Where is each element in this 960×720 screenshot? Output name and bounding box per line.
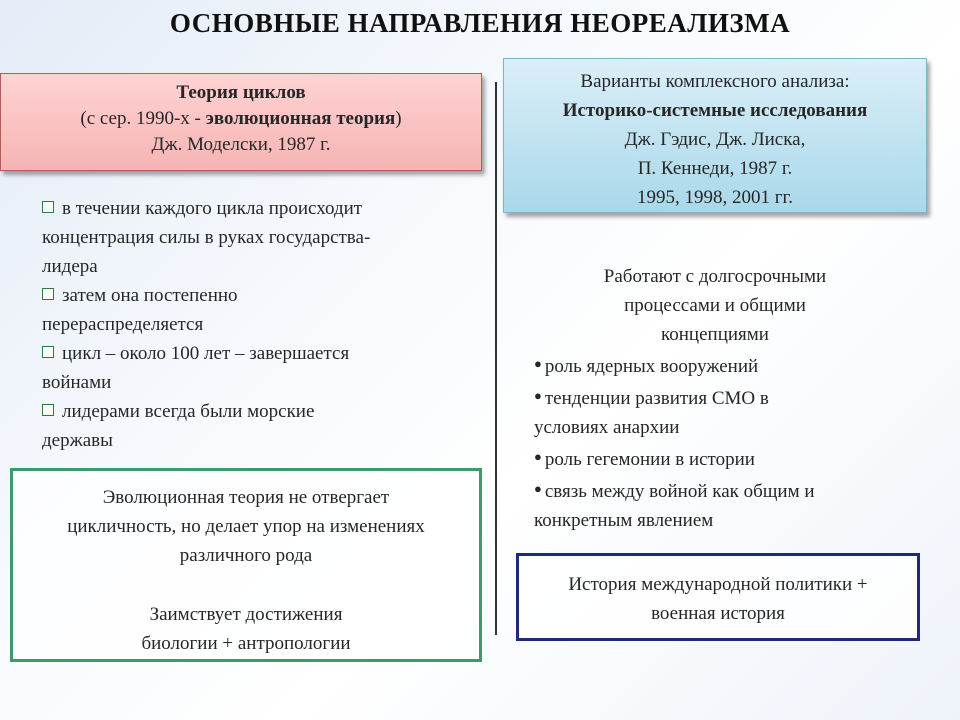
research-topics-list (534, 349, 914, 535)
bullet-dot-icon: ● (534, 356, 542, 371)
point-text: цикл – около 100 лет – завершается (62, 343, 350, 364)
box-line: История международной политики + (568, 574, 868, 595)
vertical-divider (495, 82, 497, 635)
list-item (534, 349, 914, 381)
box-line: Заимствует достижения (149, 604, 343, 625)
heading-line: Работают с долгосрочными (603, 266, 827, 287)
evolution-theory-label: эволюционная теория (205, 108, 396, 129)
box-line: различного рода (179, 545, 313, 566)
box-line: военная история (651, 603, 785, 624)
historical-systemic-label: Историко-системные исследования (562, 100, 868, 121)
cycle-theory-author: Дж. Моделски, 1987 г. (151, 134, 331, 155)
list-item-cont: лидера (42, 256, 98, 277)
long-term-processes-heading (540, 262, 890, 349)
list-item-cont: конкретным явлением (534, 510, 714, 531)
slide-title: ОСНОВНЫЕ НАПРАВЛЕНИЯ НЕОРЕАЛИЗМА (169, 8, 791, 38)
point-text: роль ядерных вооружений (544, 356, 759, 377)
list-item (42, 397, 482, 426)
list-item (42, 194, 482, 223)
point-text: в течении каждого цикла происходит (62, 198, 363, 219)
point-text: тенденции развития СМО в (544, 388, 769, 409)
cycle-theory-heading: Теория циклов (176, 82, 306, 103)
cycle-theory-period (1, 106, 481, 132)
checkbox-bullet-icon (42, 346, 54, 358)
spacer (13, 570, 479, 600)
list-item-cont: войнами (42, 372, 112, 393)
box-line: Эволюционная теория не отвергает (102, 487, 390, 508)
years-line: 1995, 1998, 2001 гг. (637, 187, 793, 208)
list-item (42, 339, 482, 368)
list-item-cont: концентрация силы в руках государства- (42, 227, 371, 248)
list-item (42, 281, 482, 310)
checkbox-bullet-icon (42, 404, 54, 416)
complex-analysis-box (503, 58, 927, 213)
bullet-dot-icon: ● (534, 388, 542, 403)
heading-line: концепциями (661, 324, 769, 345)
list-item (534, 381, 914, 413)
evolution-theory-box (10, 468, 482, 662)
authors-line-2: П. Кеннеди, 1987 г. (637, 158, 793, 179)
point-text: затем она постепенно (62, 285, 238, 306)
point-text: роль гегемонии в истории (544, 449, 755, 470)
checkbox-bullet-icon (42, 201, 54, 213)
bullet-dot-icon: ● (534, 481, 542, 496)
list-item-cont: державы (42, 430, 113, 451)
list-item (534, 442, 914, 474)
list-item-cont: условиях анархии (534, 417, 680, 438)
point-text: связь между войной как общим и (544, 481, 815, 502)
cycle-theory-box (0, 73, 482, 171)
list-item-cont: перераспределяется (42, 314, 204, 335)
period-suffix: ) (395, 108, 402, 129)
point-text: лидерами всегда были морские (62, 401, 315, 422)
box-line: цикличность, но делает упор на изменениях (67, 516, 425, 537)
box-line: биологии + антропологии (141, 633, 351, 654)
period-prefix: (с сер. 1990-х - (80, 108, 206, 129)
authors-line-1: Дж. Гэдис, Дж. Лиска, (624, 129, 806, 150)
list-item (534, 474, 914, 506)
cycle-theory-points (42, 194, 482, 455)
heading-line: процессами и общими (624, 295, 806, 316)
bullet-dot-icon: ● (534, 449, 542, 464)
complex-analysis-heading: Варианты комплексного анализа: (580, 71, 850, 92)
history-politics-box (516, 553, 920, 641)
checkbox-bullet-icon (42, 288, 54, 300)
